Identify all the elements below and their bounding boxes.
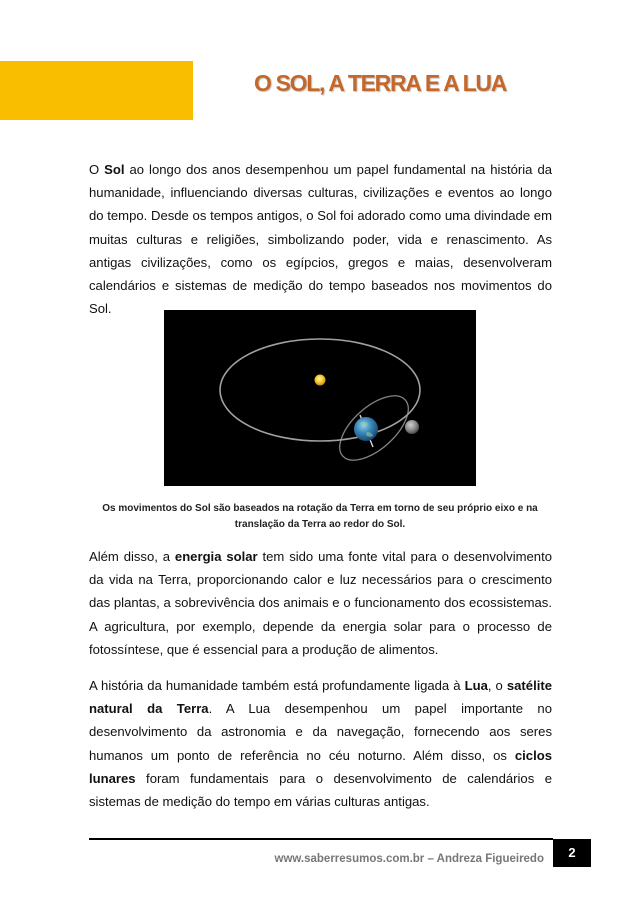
earth-icon xyxy=(354,417,378,441)
earth-orbit xyxy=(220,339,420,441)
moon-icon xyxy=(405,420,419,434)
footer-credit: www.saberresumos.com.br – Andreza Figueiredo xyxy=(274,853,544,865)
paragraph-sol xyxy=(89,158,552,320)
bold-term-sol: Sol xyxy=(104,162,125,177)
paragraph-lua xyxy=(89,674,552,813)
sun-earth-moon-illustration xyxy=(164,310,476,486)
bold-term-satelite: satélite natural da Terra xyxy=(89,678,552,717)
bold-term-energia-solar: energia solar xyxy=(174,549,258,564)
footer-divider xyxy=(89,838,553,840)
text-run: A história da humanidade também está profundamente ligada à xyxy=(89,678,465,693)
page-title: O SOL, A TERRA E A LUA xyxy=(253,70,507,96)
solar-system-figure xyxy=(164,310,476,486)
text-run: O xyxy=(89,162,105,177)
text-run: foram fundamentais para o desenvolvimento de calendários e sistemas de medição do tempo em várias culturas antigas. xyxy=(89,770,552,810)
text-run: Além disso, a xyxy=(89,549,175,564)
page-number: 2 xyxy=(553,839,591,867)
text-run: tem sido uma fonte vital para o desenvolvimento da vida na Terra, proporcionando calor e luz necessários para o crescimento das plantas, a sobrevivência dos animais e o funcionamento dos ecossistemas. A agricultura, por exemplo, depende da energia solar para o processo de fotossíntese, que é essencial para a produção de alimentos. xyxy=(89,549,552,657)
figure-caption: Os movimentos do Sol são baseados na rotação da Terra em torno de seu próprio eixo e na translação da Terra ao redor do Sol. xyxy=(102,503,538,530)
paragraph-energia-solar xyxy=(89,545,552,661)
text-run: ao longo dos anos desempenhou um papel fundamental na história da humanidade, influenciando diversas culturas, civilizações e eventos ao longo do tempo. Desde os tempos antigos, o Sol foi adorado como uma divindade em muitas culturas e religiões, simbolizando poder, vida e renascimento. As antigas civilizações, como os egípcios, gregos e maias, desenvolveram calendários e sistemas de medição do tempo baseados nos movimentos do Sol. xyxy=(89,162,553,317)
text-run: . A Lua desempenhou um papel importante no desenvolvimento da astronomia e da navegação, fornecendo aos seres humanos um ponto de referência no céu noturno. Além disso, os xyxy=(89,701,552,763)
sun-icon xyxy=(315,375,326,386)
bold-term-ciclos-lunares: ciclos lunares xyxy=(89,747,552,786)
header-accent-bar xyxy=(0,61,193,120)
text-run: , o xyxy=(487,678,507,693)
bold-term-lua: Lua xyxy=(464,678,488,693)
